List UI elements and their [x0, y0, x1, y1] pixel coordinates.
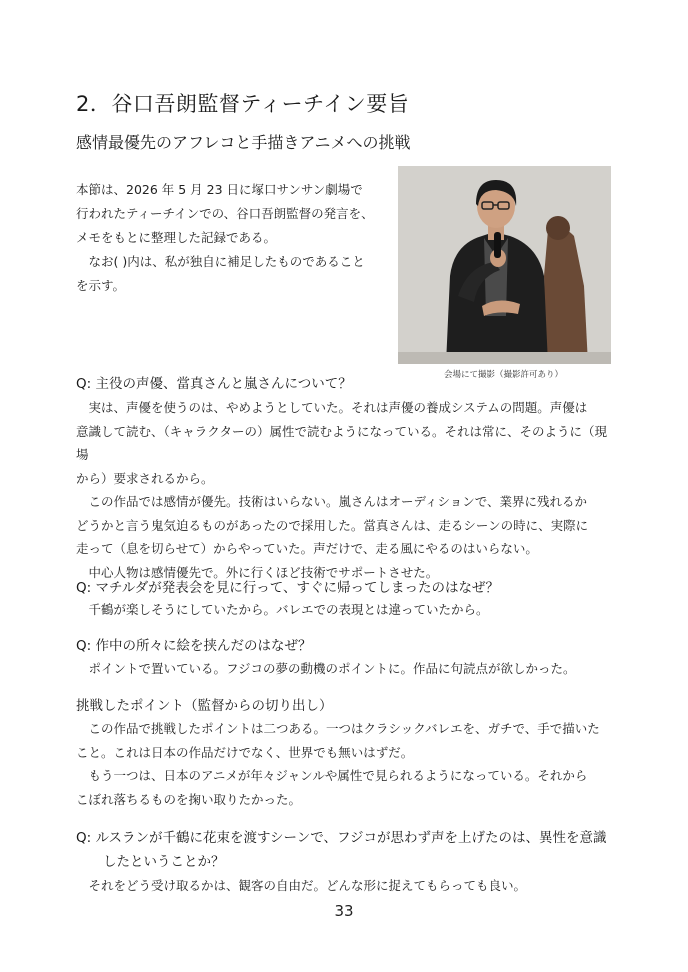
challenge-line: この作品で挑戦したポイントは二つある。一つはクラシックバレエを、ガチで、手で描いた — [76, 721, 600, 736]
answer-line: どうかと言う鬼気迫るものがあったので採用した。當真さんは、走るシーンの時に、実際に — [76, 517, 589, 533]
intro-line: を示す。 — [76, 278, 126, 293]
answer-line: 実は、声優を使うのは、やめようとしていた。それは声優の養成システムの問題。声優は — [76, 400, 588, 415]
event-photo — [398, 166, 611, 364]
answer-line: 中心人物は感情優先で。外に行くほど技術でサポートさせた。 — [76, 564, 439, 580]
answer-2 — [76, 598, 616, 622]
challenge-body — [76, 717, 616, 811]
page-number: 33 — [334, 902, 354, 920]
intro-line: なお( )内は、私が独自に補足したものであること — [76, 254, 365, 269]
answer-line: から）要求されるから。 — [76, 470, 214, 486]
answer-3 — [76, 657, 616, 681]
answer-line: 意識して読む、（キャラクターの）属性で読むようになっている。それは常に、そのように（現場 — [76, 423, 608, 462]
intro-line: 行われたティーチインでの、谷口吾朗監督の発言を、 — [76, 206, 374, 221]
question-4-line-2: したということか？ — [76, 854, 225, 870]
answer-4 — [76, 874, 616, 898]
answer-line: それをどう受け取るかは、観客の自由だ。どんな形に捉えてもらっても良い。 — [76, 878, 527, 893]
answer-line: この作品では感情が優先。技術はいらない。嵐さんはオーディションで、業界に残れるか — [76, 494, 588, 509]
challenge-line: こと。これは日本の作品だけでなく、世界でも無いはずだ。 — [76, 744, 414, 760]
challenge-line: もう一つは、日本のアニメが年々ジャンルや属性で見られるようになっている。それから — [76, 768, 588, 783]
answer-1 — [76, 396, 616, 584]
challenge-line: こぼれ落ちるものを掬い取りたかった。 — [76, 791, 302, 807]
intro-paragraph — [76, 178, 394, 298]
question-3: Q: 作中の所々に絵を挟んだのはなぜ？ — [76, 638, 312, 654]
section-subheading: 感情最優先のアフレコと手描きアニメへの挑戦 — [76, 133, 411, 152]
answer-line: 走って（息を切らせて）からやっていた。声だけで、走る風にやるのはいらない。 — [76, 541, 538, 556]
answer-line: 千鶴が楽しそうにしていたから。バレエでの表現とは違っていたから。 — [76, 602, 489, 617]
question-1: Q: 主役の声優、當真さんと嵐さんについて？ — [76, 376, 352, 392]
question-2: Q: マチルダが発表会を見に行って、すぐに帰ってしまったのはなぜ？ — [76, 580, 499, 596]
photo-caption: 会場にて撮影（撮影許可あり） — [444, 370, 564, 380]
section-heading: 2．谷口吾朗監督ティーチイン要旨 — [76, 92, 410, 116]
question-4-line-1: Q: ルスランが千鶴に花束を渡すシーンで、フジコが思わず声を上げたのは、異性を意識 — [76, 830, 607, 846]
challenge-title: 挑戦したポイント（監督からの切り出し） — [76, 698, 333, 714]
speaker-photo-illustration — [398, 166, 611, 364]
intro-line: メモをもとに整理した記録である。 — [76, 230, 277, 245]
answer-line: ポイントで置いている。フジコの夢の動機のポイントに。作品に句読点が欲しかった。 — [76, 661, 576, 676]
intro-line: 本節は、2026 年 5 月 23 日に塚口サンサン劇場で — [76, 182, 363, 197]
